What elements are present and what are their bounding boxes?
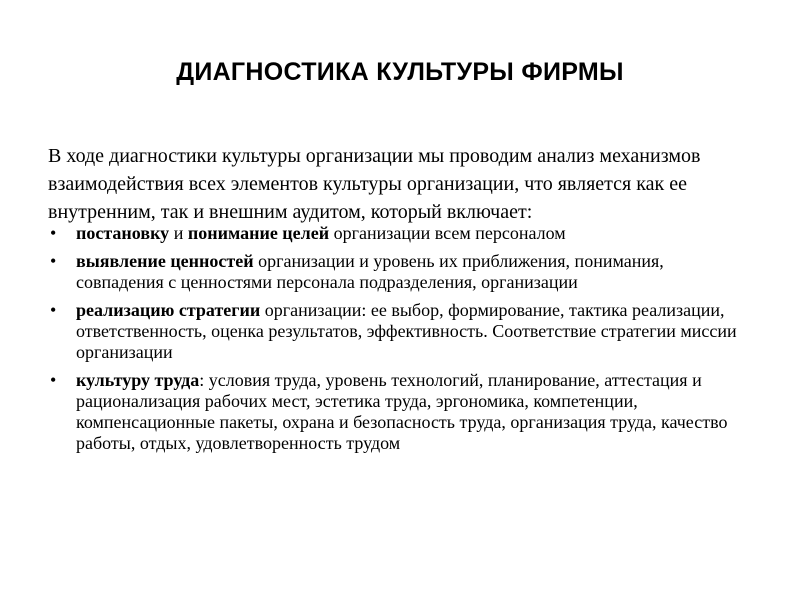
bullet-term: реализацию стратегии [76, 300, 261, 320]
bullet-text: и [169, 223, 188, 243]
slide-title: ДИАГНОСТИКА КУЛЬТУРЫ ФИРМЫ [176, 58, 624, 86]
bullet-dot-icon: • [50, 251, 57, 271]
bullet-term: культуру труда [76, 370, 200, 390]
bullet-item-strategy [48, 300, 748, 363]
bullet-term: выявление ценностей [76, 251, 254, 271]
bullet-text: : условия труда, уровень технологий, планирование, аттестация и рационализация рабочих мест, эстетика труда, эргономика, компетенции, компенсационные пакеты, охрана и безопасность труда, организация труда, качество работы, отдых, удовлетворенность трудом [76, 370, 728, 453]
bullet-term: понимание целей [187, 223, 330, 243]
bullet-list [48, 223, 748, 461]
bullet-dot-icon: • [50, 223, 57, 243]
bullet-text: организации всем персоналом [329, 223, 566, 243]
bullet-text: организации: ее выбор, формирование, тактика реализации, ответственность, оценка результатов, эффективность. Соответствие стратегии миссии организации [76, 300, 737, 362]
bullet-term: постановку [76, 223, 170, 243]
bullet-text: организации и уровень их приближения, понимания, совпадения с ценностями персонала подразделения, организации [76, 251, 664, 292]
bullet-item-work-culture [48, 370, 748, 454]
bullet-dot-icon: • [50, 300, 57, 320]
bullet-dot-icon: • [50, 370, 57, 390]
bullet-item-goals [48, 223, 748, 244]
intro-paragraph: В ходе диагностики культуры организации мы проводим анализ механизмов взаимодействия всех элементов культуры организации, что является как ее внутренним, так и внешним аудитом, который включает: [48, 145, 701, 223]
bullet-item-values [48, 251, 748, 293]
